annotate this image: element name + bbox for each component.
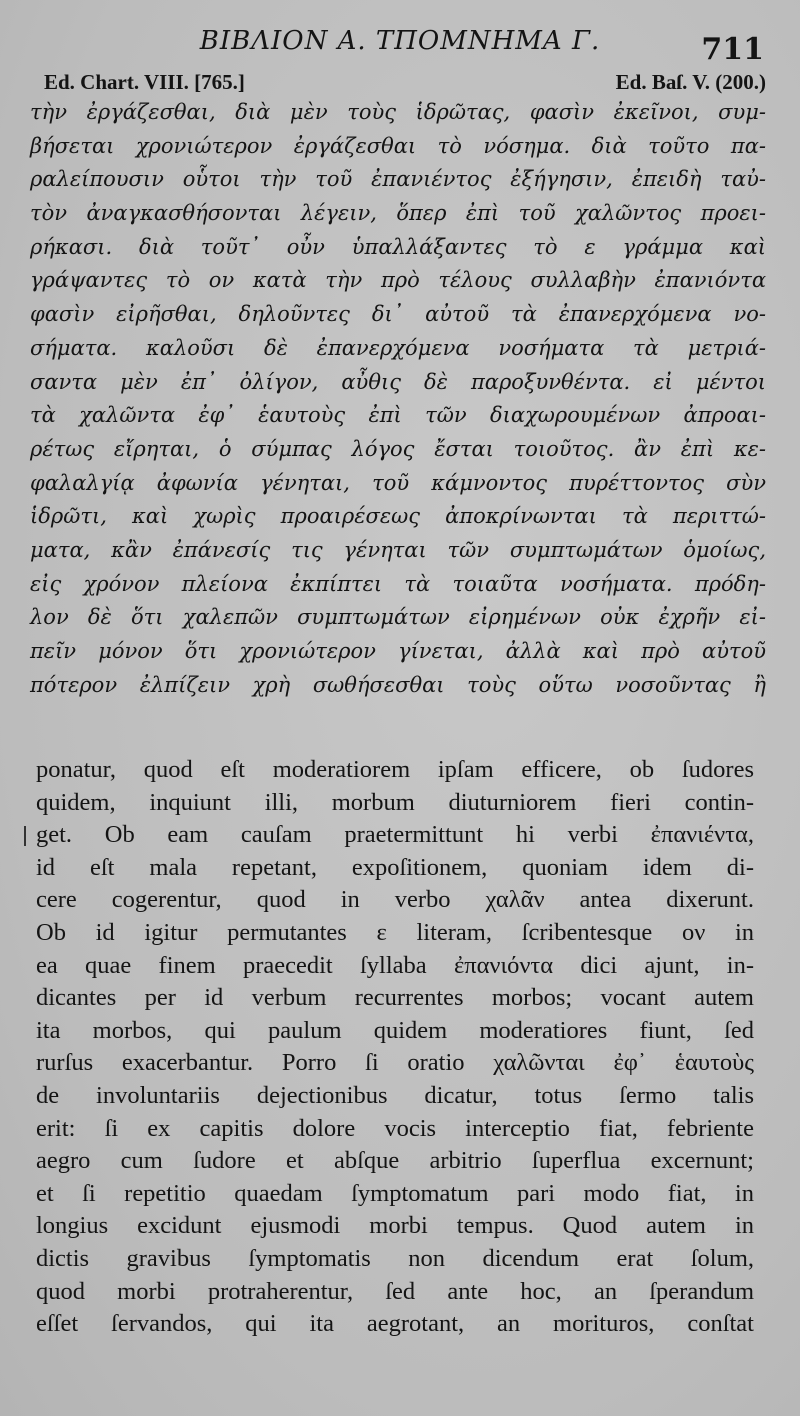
latin-line: ponatur, quod eſt moderatiorem ipſam efficere, ob ſudores (36, 756, 754, 783)
latin-line: dicantes per id verbum recurrentes morbos; vocant autem (36, 984, 754, 1012)
greek-line: πότερον ἐλπίζειν χρὴ σωθήσεσθαι τοὺς οὕτω νοσοῦντας ἢ (30, 672, 766, 697)
latin-line: dictis gravibus ſymptomatis non dicendum erat ſolum, (36, 1244, 754, 1272)
greek-line: λον δὲ ὅτι χαλεπῶν συμπτωμάτων εἰρημένων οὐκ ἐχρῆν εἰ- (30, 605, 766, 630)
latin-line: aegro cum ſudore et abſque arbitrio ſuperflua excernunt; (36, 1147, 754, 1175)
latin-line: rurſus exacerbantur. Porro ſi oratio χαλῶνται ἐφ᾽ ἑαυτοὺς (36, 1049, 754, 1077)
margin-mark (24, 826, 26, 846)
greek-line: ματα, κἂν ἐπάνεσίς τις γένηται τῶν συμπτωμάτων ὁμοίως, (30, 537, 766, 562)
edition-basel-reference: Ed. Baſ. V. (200.) (615, 70, 766, 94)
page-number: 711 (701, 32, 764, 67)
latin-line: quod morbi protraherentur, ſed ante hoc, an ſperandum (36, 1277, 754, 1305)
greek-line: ρέτως εἴρηται, ὁ σύμπας λόγος ἔσται τοιοῦτος. ἂν ἐπὶ κε- (30, 436, 766, 461)
edition-chart-reference: Ed. Chart. VIII. [765.] (44, 70, 245, 94)
greek-line: σήματα. καλοῦσι δὲ ἐπανερχόμενα νοσήματα τὰ μετριά- (30, 335, 766, 360)
greek-line: τὴν ἐργάζεσθαι, διὰ μὲν τοὺς ἱδρῶτας, φασὶν ἐκεῖνοι, συμ- (30, 100, 766, 124)
greek-text-block (30, 96, 766, 702)
latin-line: de involuntariis dejectionibus dicatur, totus ſermo talis (36, 1081, 754, 1109)
latin-line: erit: ſi ex capitis dolore vocis interceptio fiat, febriente (36, 1114, 754, 1142)
greek-line: ἱδρῶτι, καὶ χωρὶς προαιρέσεως ἀποκρίνωνται τὰ περιττώ- (30, 504, 766, 529)
greek-line: τὸν ἀναγκασθήσονται λέγειν, ὅπερ ἐπὶ τοῦ χαλῶντος προει- (30, 201, 766, 226)
latin-line: et ſi repetitio quaedam ſymptomatum pari modo fiat, in (36, 1179, 754, 1207)
greek-line: φαλαλγίᾳ ἀφωνία γένηται, τοῦ κάμνοντος πυρέττοντος σὺν (30, 470, 766, 495)
greek-line: εἰς χρόνον πλείονα ἐκπίπτει τὰ τοιαῦτα νοσήματα. πρόδη- (30, 571, 766, 596)
latin-line: ea quae finem praecedit ſyllaba ἐπανιόντα dici ajunt, in- (36, 951, 754, 979)
greek-line: βήσεται χρονιώτερον ἐργάζεσθαι τὸ νόσημα. διὰ τοῦτο πα- (30, 133, 766, 158)
latin-line: eſſet ſervandos, qui ita aegrotant, an morituros, conſtat (36, 1310, 754, 1338)
greek-line: ρήκασι. διὰ τοῦτ᾽ οὖν ὑπαλλάξαντες τὸ ε γράμμα καὶ (30, 234, 766, 259)
greek-line: ραλείπουσιν οὗτοι τὴν τοῦ ἐπανιέντος ἐξήγησιν, ἐπειδὴ ταὐ- (30, 167, 766, 192)
greek-line: φασὶν εἰρῆσθαι, δηλοῦντες δι᾽ αὐτοῦ τὰ ἐπανερχόμενα νο- (30, 302, 766, 327)
greek-line: πεῖν μόνον ὅτι χρονιώτερον γίνεται, ἀλλὰ καὶ πρὸ αὐτοῦ (30, 639, 766, 663)
edition-reference-line (44, 70, 766, 96)
greek-line: σαντα μὲν ἐπ᾽ ὀλίγον, αὖθις δὲ παροξυνθέντα. εἰ μέντοι (30, 369, 766, 394)
latin-line: Ob id igitur permutantes ε literam, ſcribentesque ον in (36, 918, 754, 946)
latin-line: id eſt mala repetant, expoſitionem, quoniam idem di- (36, 853, 754, 881)
running-header-title: ΒΙΒΛΙΟΝ Α. ΤΠΟΜΝΗΜΑ Γ. (199, 26, 601, 56)
greek-line: γράψαντες τὸ ον κατὰ τὴν πρὸ τέλους συλλαβὴν ἐπανιόντα (30, 268, 766, 293)
latin-line: quidem, inquiunt illi, morbum diuturniorem fieri contin- (36, 788, 754, 816)
latin-text-block (36, 754, 754, 1341)
latin-line: get. Ob eam cauſam praetermittunt hi verbi ἐπανιέντα, (36, 821, 754, 849)
greek-line: τὰ χαλῶντα ἐφ᾽ ἑαυτοὺς ἐπὶ τῶν διαχωρουμένων ἀπροαι- (30, 403, 766, 428)
latin-line: cere cogerentur, quod in verbo χαλᾶν antea dixerunt. (36, 886, 754, 914)
latin-line: ita morbos, qui paulum quidem moderatiores fiunt, ſed (36, 1016, 754, 1044)
latin-line: longius excidunt ejusmodi morbi tempus. Quod autem in (36, 1212, 754, 1240)
